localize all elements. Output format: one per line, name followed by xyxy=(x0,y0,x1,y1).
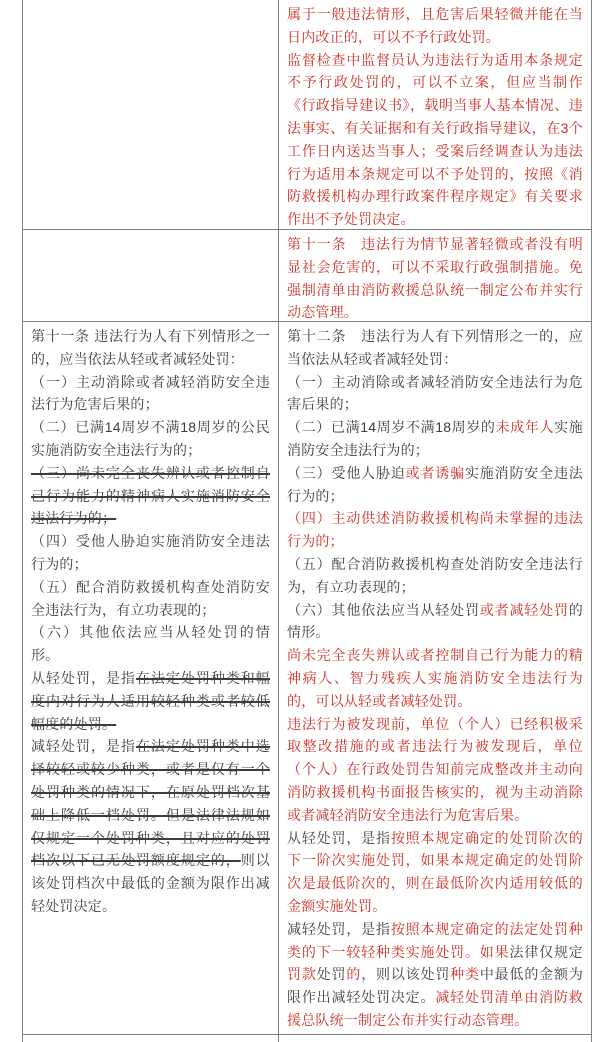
paragraph xyxy=(31,416,270,462)
text-run: 则以该处罚档次中最低的金额为限作出减轻处罚决定。 xyxy=(31,852,270,914)
text-run: 第十二条 违法行为人有下列情形之一的，应当依法从轻或者减轻处罚： xyxy=(287,328,583,367)
text-run: 从轻处罚，是指 xyxy=(287,829,391,846)
paragraph xyxy=(287,49,583,229)
text-run: 实施消防安全违法行为的； xyxy=(287,419,583,458)
paragraph xyxy=(287,462,583,508)
text-run: （五）配合消防救援机构查处消防安全违法行为，有立功表现的； xyxy=(287,555,583,595)
text-run: （二）已满14周岁不满18周岁的 xyxy=(287,419,496,436)
text-run: 减轻处罚清单由消防救援总队统一制定公布并实行动态管理。 xyxy=(287,989,584,1028)
paragraph xyxy=(287,599,583,645)
text-run: （二）已满14周岁不满18周岁的公民实施消防安全违法行为的； xyxy=(31,419,270,458)
text-run: （四）受他人胁迫实施消防安全违法行为的； xyxy=(31,533,270,572)
paragraph xyxy=(31,576,270,622)
paragraph xyxy=(31,735,270,917)
text-run: 或者减轻处罚 xyxy=(479,601,569,618)
row-clause-overflow-bottom-left-cell xyxy=(23,1035,279,1042)
row-article-11-old-vs-12-new xyxy=(23,322,591,1035)
row-clause-overflow-top-right-cell xyxy=(279,0,591,229)
paragraph xyxy=(287,644,583,712)
paragraph xyxy=(287,713,583,827)
text-run: 减轻处罚，是指 xyxy=(31,738,136,755)
text-run: 种类 xyxy=(450,966,480,983)
paragraph xyxy=(31,371,270,417)
text-run: 未成年人 xyxy=(495,419,555,436)
text-run: 罚款 xyxy=(287,966,317,983)
deleted-text-run: 在法定处罚种类中选择较轻或较少种类，或者是仅有一个处罚种类的情况下，在原处罚档次基础上降低一档处罚。但是法律法规如仅规定一个处罚种类，且对应的处罚档次以下已无处罚额度规定的， xyxy=(31,738,270,869)
text-run: 按照本规定确定的处罚阶次的下一阶次实施处罚，如果本规定确定的处罚阶次是最低阶次的，则在最低阶次内适用较低的金额实施处罚。 xyxy=(287,829,583,914)
text-run: 减轻处罚，是指 xyxy=(287,920,391,937)
row-clause-overflow-bottom-right-cell xyxy=(279,1035,591,1042)
paragraph xyxy=(287,371,583,417)
text-run: 第十一条 违法行为情节显著轻微或者没有明显社会危害的，可以不采取行政强制措施。免强制清单由消防救援总队统一制定公布并实行动态管理。 xyxy=(287,236,583,321)
row-clause-overflow-top-left-cell xyxy=(23,0,279,229)
text-run: （四）主动供述消防救援机构尚未掌握的违法行为的； xyxy=(287,510,583,550)
text-run: 监督检查中监督员认为违法行为适用本条规定不予行政处罚的，可以不立案，但应当制作《行政指导建议书》，载明当事人基本情况、违法事实、有关证据和有关行政指导建议，在3个工作日内送达当事人；受案后经调查认为违法行为适用本条规定可以不予处罚的，按照《消防救援机构办理行政案件程序规定》有关要求作出不予处罚决定。 xyxy=(287,51,583,228)
text-run: 法律仅规定 xyxy=(509,943,584,960)
paragraph xyxy=(31,530,270,576)
text-run: 处罚 xyxy=(316,966,347,983)
paragraph xyxy=(287,325,583,371)
text-run: （一）主动消除或者减轻消防安全违法行为危害后果的； xyxy=(287,373,583,413)
row-article-11-new-left-cell xyxy=(23,230,279,321)
text-run: 或者诱骗 xyxy=(405,464,465,481)
paragraph xyxy=(287,3,583,49)
paragraph xyxy=(287,416,583,462)
paragraph xyxy=(31,462,270,530)
deleted-text-run: 在法定处罚种类和幅度内对行为人适用较轻种类或者较低幅度的处罚。 xyxy=(31,669,270,732)
paragraph xyxy=(287,507,583,553)
paragraph xyxy=(287,918,583,1032)
text-run: ，则以该处罚 xyxy=(361,966,451,983)
row-article-11-old-vs-12-new-right-cell xyxy=(279,322,591,1034)
row-article-11-new xyxy=(23,230,591,322)
text-run: （三）受他人胁迫 xyxy=(287,464,406,481)
text-run: 第十一条 违法行为人有下列情形之一的，应当依法从轻或者减轻处罚： xyxy=(31,328,270,367)
deleted-text-run: （三）尚未完全丧失辨认或者控制自己行为能力的精神病人实施消防安全违法行为的； xyxy=(31,464,270,527)
row-article-11-old-vs-12-new-left-cell xyxy=(23,322,279,1034)
text-run: （六）其他依法应当从轻处罚 xyxy=(287,601,480,618)
text-run: 的情形。 xyxy=(287,601,583,641)
paragraph xyxy=(287,233,583,321)
text-run: 违法行为被发现前，单位（个人）已经积极采取整改措施的或者违法行为被发现后，单位（个人）在行政处罚告知前完成整改并主动向消防救援机构书面报告核实的，视为主动消除或者减轻消防安全违法行为危害后果。 xyxy=(287,715,583,823)
text-run: 的 xyxy=(346,966,362,983)
text-run: 尚未完全丧失辨认或者控制自己行为能力的精神病人、智力残疾人实施消防安全违法行为的，可以从轻或者减轻处罚。 xyxy=(287,647,583,709)
row-clause-overflow-top xyxy=(23,0,591,230)
text-run: 实施消防安全违法行为的； xyxy=(287,464,583,504)
paragraph xyxy=(287,553,583,599)
paragraph xyxy=(31,667,270,735)
paragraph xyxy=(31,621,270,667)
paragraph xyxy=(31,325,270,371)
text-run: 按照本规定确定的法定处罚种类的下一较轻种类实施处罚。如果 xyxy=(287,920,583,960)
comparison-table xyxy=(22,0,592,1042)
text-run: （一）主动消除或者减轻消防安全违法行为危害后果的； xyxy=(31,373,270,413)
text-run: 从轻处罚，是指 xyxy=(31,669,136,686)
text-run: 中最低的金额为限作出减轻处罚决定。 xyxy=(287,966,584,1006)
paragraph xyxy=(287,827,583,918)
row-article-11-new-right-cell xyxy=(279,230,591,321)
text-run: （六）其他依法应当从轻处罚的情形。 xyxy=(31,624,270,664)
text-run: （五）配合消防救援机构查处消防安全违法行为，有立功表现的； xyxy=(31,578,270,618)
row-clause-overflow-bottom xyxy=(23,1035,591,1042)
text-run: 属于一般违法情形，且危害后果轻微并能在当日内改正的，可以不予行政处罚。 xyxy=(287,6,583,45)
